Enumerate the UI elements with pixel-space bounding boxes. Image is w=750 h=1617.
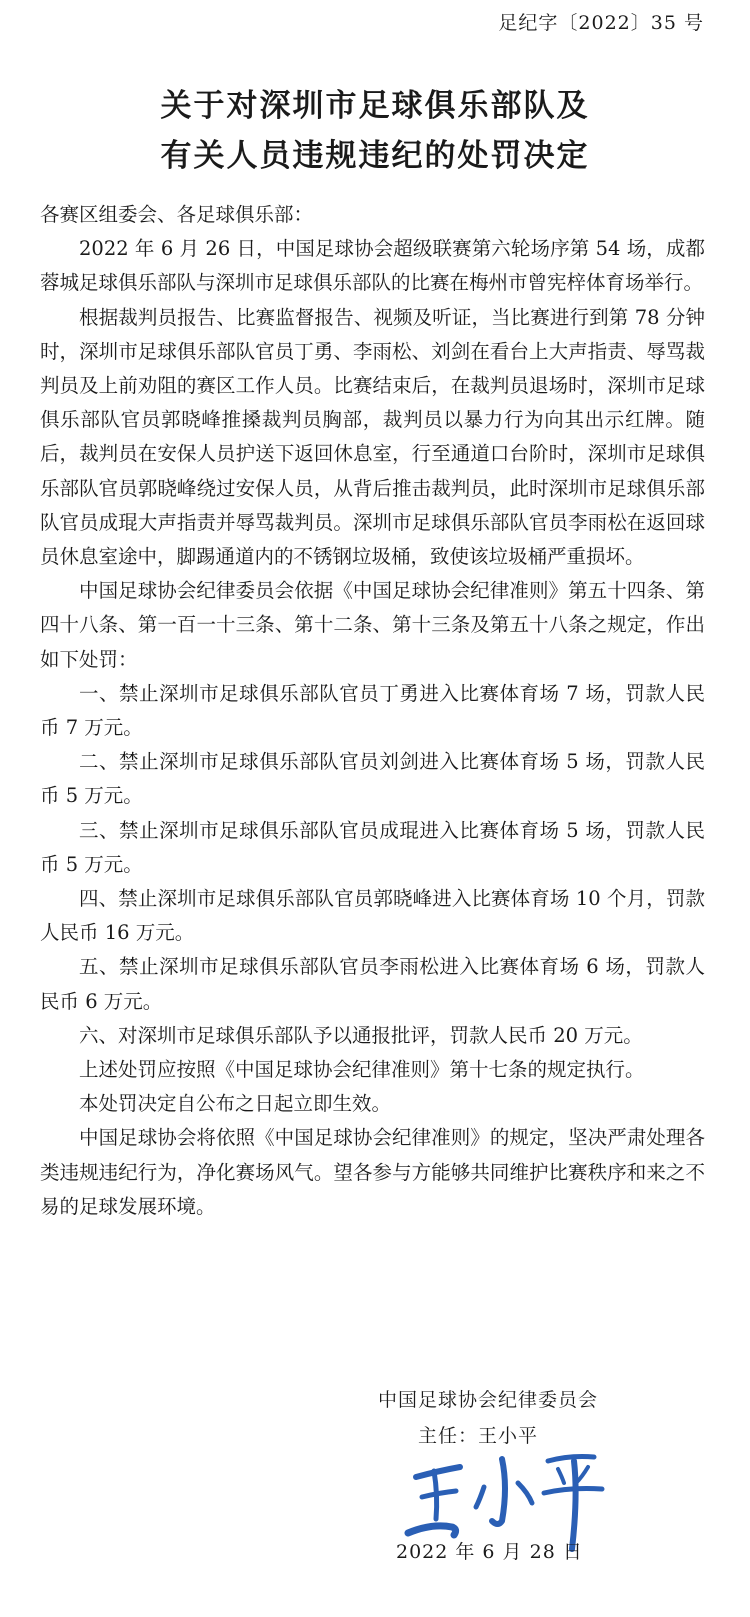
document-body xyxy=(40,198,705,1224)
document-number: 足纪字〔2022〕35 号 xyxy=(498,12,704,34)
salutation: 各赛区组委会、各足球俱乐部： xyxy=(40,203,314,226)
penalty-item-1: 一、禁止深圳市足球俱乐部队官员丁勇进入比赛体育场 7 场，罚款人民币 7 万元。 xyxy=(40,681,705,740)
document-title-line-2: 有关人员违规违纪的处罚决定 xyxy=(160,138,590,174)
paragraph-match-info: 2022 年 6 月 26 日，中国足球协会超级联赛第六轮场序第 54 场，成都蓉城足球俱乐部队与深圳市足球俱乐部队的比赛在梅州市曾宪梓体育场举行。 xyxy=(40,237,705,295)
issuing-committee: 中国足球协会纪律委员会 xyxy=(378,1389,599,1411)
paragraph-execution: 上述处罚应按照《中国足球协会纪律准则》第十七条的规定执行。 xyxy=(79,1058,645,1082)
penalty-item-3: 三、禁止深圳市足球俱乐部队官员成琨进入比赛体育场 5 场，罚款人民币 5 万元。 xyxy=(40,818,705,876)
penalty-item-4: 四、禁止深圳市足球俱乐部队官员郭晓峰进入比赛体育场 10 个月，罚款人民币 16 万元。 xyxy=(40,887,705,945)
signature-block xyxy=(0,1385,750,1615)
penalty-item-5: 五、禁止深圳市足球俱乐部队官员李雨松进入比赛体育场 6 场，罚款人民币 6 万元。 xyxy=(40,955,705,1013)
paragraph-effective: 本处罚决定自公布之日起立即生效。 xyxy=(79,1092,392,1116)
paragraph-incident-details: 根据裁判员报告、比赛监督报告、视频及听证，当比赛进行到第 78 分钟时，深圳市足球俱乐部队官员丁勇、李雨松、刘剑在看台上大声指责、辱骂裁判员及上前劝阻的赛区工作人员。比赛结束后，在裁判员退场时，深圳市足球俱乐部队官员郭晓峰推搡裁判员胸部，裁判员以暴力行为向其出示红牌。随后，裁判员在安保人员护送下返回休息室，行至通道口台阶时，深圳市足球俱乐部队官员郭晓峰绕过安保人员，从背后推击裁判员，此时深圳市足球俱乐部队官员成琨大声指责并辱骂裁判员。深圳市足球俱乐部队官员李雨松在返回球员休息室途中，脚踢通道内的不锈钢垃圾桶，致使该垃圾桶严重损坏。 xyxy=(40,305,705,569)
penalty-item-6: 六、对深圳市足球俱乐部队予以通报批评，罚款人民币 20 万元。 xyxy=(79,1023,643,1047)
issue-date: 2022 年 6 月 28 日 xyxy=(396,1541,583,1563)
director-name: 主任：王小平 xyxy=(418,1425,539,1447)
paragraph-closing: 中国足球协会将依照《中国足球协会纪律准则》的规定，坚决严肃处理各类违规违纪行为，净化赛场风气。望各参与方能够共同维护比赛秩序和来之不易的足球发展环境。 xyxy=(40,1126,705,1218)
paragraph-legal-basis: 中国足球协会纪律委员会依据《中国足球协会纪律准则》第五十四条、第四十八条、第一百一十三条、第十二条、第十三条及第五十八条之规定，作出如下处罚： xyxy=(40,579,705,671)
penalty-item-2: 二、禁止深圳市足球俱乐部队官员刘剑进入比赛体育场 5 场，罚款人民币 5 万元。 xyxy=(40,750,705,808)
document-title-line-1: 关于对深圳市足球俱乐部队及 xyxy=(160,88,590,124)
